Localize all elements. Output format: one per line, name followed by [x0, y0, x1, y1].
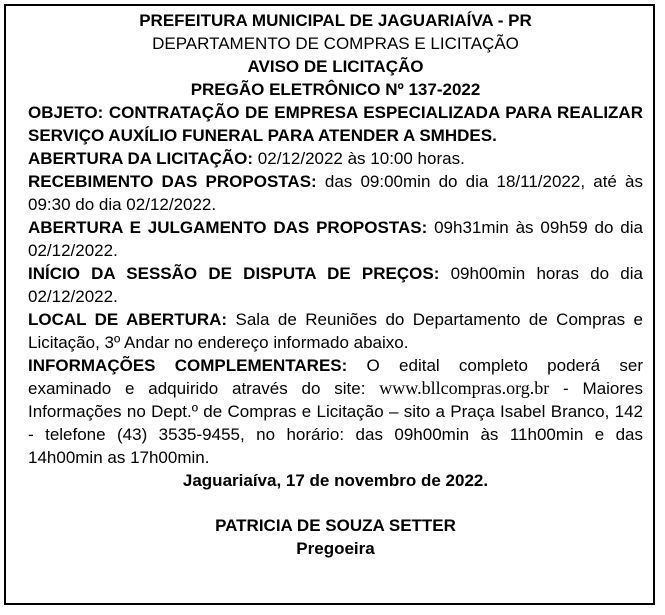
informacoes-paragraph	[28, 354, 643, 469]
informacoes-value-after: - Maiores Informações no Dept.º de Compras e Licitação – sito a Praça Isabel Branco, 142 - telefone (43) 3535-9455, no horário: das 09h00min às 11h00min e das 14h00min as 17h00min.	[28, 379, 643, 467]
header-line-pregao: PREGÃO ELETRÔNICO Nº 137-2022	[190, 80, 481, 99]
disputa-label: INÍCIO DA SESSÃO DE DISPUTA DE PREÇOS:	[28, 264, 440, 283]
disputa-paragraph	[28, 262, 643, 308]
abertura-label: ABERTURA DA LICITAÇÃO:	[28, 149, 254, 168]
header-line-departamento: DEPARTAMENTO DE COMPRAS E LICITAÇÃO	[152, 34, 519, 53]
date-line: Jaguariaíva, 17 de novembro de 2022.	[182, 471, 489, 490]
signer-name: PATRICIA DE SOUZA SETTER	[215, 516, 456, 535]
signature-spacer	[28, 492, 643, 514]
header-line-aviso: AVISO DE LICITAÇÃO	[247, 57, 424, 76]
licitacao-notice	[4, 4, 655, 605]
local-paragraph	[28, 308, 643, 354]
recebimento-paragraph	[28, 170, 643, 216]
informacoes-label: INFORMAÇÕES COMPLEMENTARES:	[28, 356, 348, 375]
abertura-value: 02/12/2022 às 10:00 horas.	[253, 149, 465, 168]
julgamento-label: ABERTURA E JULGAMENTO DAS PROPOSTAS:	[28, 218, 428, 237]
recebimento-label: RECEBIMENTO DAS PROPOSTAS:	[28, 172, 317, 191]
site-link[interactable]: www.bllcompras.org.br	[379, 378, 550, 398]
abertura-paragraph	[28, 147, 643, 170]
signer-role: Pregoeira	[296, 539, 375, 558]
objeto-paragraph: OBJETO: CONTRATAÇÃO DE EMPRESA ESPECIALIZADA PARA REALIZAR SERVIÇO AUXÍLIO FUNERAL PARA ATENDER A SMHDES.	[28, 103, 643, 145]
julgamento-value: 09h31min às 09h59 do dia 02/12/2022.	[28, 218, 643, 260]
recebimento-value: das 09:00min do dia 18/11/2022, até às 09:30 do dia 02/12/2022.	[28, 172, 643, 214]
disputa-value: 09h00min horas do dia 02/12/2022.	[28, 264, 643, 306]
header-line-prefeitura: PREFEITURA MUNICIPAL DE JAGUARIAÍVA - PR	[139, 11, 532, 30]
informacoes-value-before: O edital completo poderá ser examinado e adquirido através do site:	[28, 356, 643, 398]
julgamento-paragraph	[28, 216, 643, 262]
local-value: Sala de Reuniões do Departamento de Compras e Licitação, 3º Andar no endereço informado abaixo.	[28, 310, 643, 352]
local-label: LOCAL DE ABERTURA:	[28, 310, 228, 329]
